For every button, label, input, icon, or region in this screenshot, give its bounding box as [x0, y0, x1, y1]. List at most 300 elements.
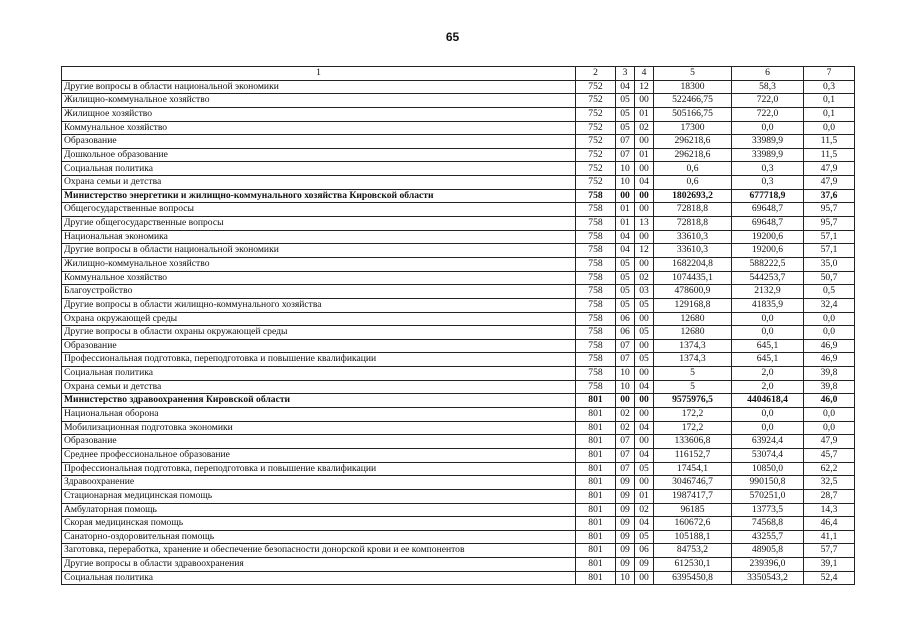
code-cell: 801: [576, 503, 616, 517]
table-row: [62, 380, 855, 394]
percent-cell: 45,7: [804, 448, 855, 462]
actual-amount-cell: 41835,9: [732, 298, 804, 312]
subsection-cell: 00: [635, 203, 654, 217]
percent-cell: 39,1: [804, 558, 855, 572]
table-row: [62, 408, 855, 422]
plan-amount-cell: 116152,7: [654, 448, 732, 462]
actual-amount-cell: 63924,4: [732, 435, 804, 449]
percent-cell: 0,3: [804, 80, 855, 94]
section-cell: 07: [616, 435, 635, 449]
actual-amount-cell: 2,0: [732, 367, 804, 381]
actual-amount-cell: 43255,7: [732, 530, 804, 544]
plan-amount-cell: 172,2: [654, 421, 732, 435]
percent-cell: 52,4: [804, 571, 855, 585]
percent-cell: 50,7: [804, 271, 855, 285]
section-cell: 09: [616, 503, 635, 517]
row-name-cell: Министерство энергетики и жилищно-коммунального хозяйства Кировской области: [62, 189, 576, 203]
percent-cell: 0,1: [804, 107, 855, 121]
section-cell: 10: [616, 162, 635, 176]
percent-cell: 95,7: [804, 203, 855, 217]
subsection-cell: 00: [635, 94, 654, 108]
percent-cell: 0,5: [804, 285, 855, 299]
section-cell: 07: [616, 148, 635, 162]
row-name-cell: Заготовка, переработка, хранение и обеспечение безопасности донорской крови и ее компонентов: [62, 544, 576, 558]
subsection-cell: 01: [635, 489, 654, 503]
subsection-cell: 06: [635, 544, 654, 558]
percent-cell: 11,5: [804, 135, 855, 149]
percent-cell: 46,4: [804, 517, 855, 531]
header-cell: 7: [804, 67, 855, 81]
table-row: [62, 435, 855, 449]
plan-amount-cell: 12680: [654, 312, 732, 326]
percent-cell: 0,0: [804, 408, 855, 422]
subsection-cell: 00: [635, 162, 654, 176]
actual-amount-cell: 69648,7: [732, 203, 804, 217]
table-row: [62, 107, 855, 121]
table-row: [62, 94, 855, 108]
table-header-row: [62, 67, 855, 81]
code-cell: 758: [576, 271, 616, 285]
row-name-cell: Другие вопросы в области жилищно-коммунального хозяйства: [62, 298, 576, 312]
budget-table: [61, 66, 855, 585]
subsection-cell: 00: [635, 571, 654, 585]
percent-cell: 39,8: [804, 380, 855, 394]
actual-amount-cell: 13773,5: [732, 503, 804, 517]
subsection-cell: 00: [635, 189, 654, 203]
code-cell: 801: [576, 448, 616, 462]
row-name-cell: Дошкольное образование: [62, 148, 576, 162]
row-name-cell: Охрана семьи и детства: [62, 380, 576, 394]
subsection-cell: 00: [635, 135, 654, 149]
section-cell: 06: [616, 326, 635, 340]
actual-amount-cell: 990150,8: [732, 476, 804, 490]
subsection-cell: 00: [635, 435, 654, 449]
section-cell: 05: [616, 107, 635, 121]
plan-amount-cell: 1074435,1: [654, 271, 732, 285]
table-row: [62, 271, 855, 285]
section-cell: 04: [616, 80, 635, 94]
actual-amount-cell: 10850,0: [732, 462, 804, 476]
table-row: [62, 217, 855, 231]
table-row: [62, 257, 855, 271]
section-cell: 09: [616, 476, 635, 490]
row-name-cell: Социальная политика: [62, 162, 576, 176]
plan-amount-cell: 105188,1: [654, 530, 732, 544]
row-name-cell: Социальная политика: [62, 367, 576, 381]
page-number: 65: [445, 30, 460, 44]
percent-cell: 0,0: [804, 421, 855, 435]
code-cell: 801: [576, 530, 616, 544]
header-cell: 3: [616, 67, 635, 81]
percent-cell: 32,4: [804, 298, 855, 312]
table-row: [62, 121, 855, 135]
table-row: [62, 421, 855, 435]
row-name-cell: Мобилизационная подготовка экономики: [62, 421, 576, 435]
code-cell: 758: [576, 353, 616, 367]
section-cell: 07: [616, 353, 635, 367]
plan-amount-cell: 17454,1: [654, 462, 732, 476]
subsection-cell: 05: [635, 530, 654, 544]
actual-amount-cell: 0,3: [732, 162, 804, 176]
row-name-cell: Национальная оборона: [62, 408, 576, 422]
row-name-cell: Образование: [62, 339, 576, 353]
plan-amount-cell: 0,6: [654, 176, 732, 190]
plan-amount-cell: 9575976,5: [654, 394, 732, 408]
percent-cell: 47,9: [804, 162, 855, 176]
row-name-cell: Образование: [62, 435, 576, 449]
table-row: [62, 489, 855, 503]
code-cell: 758: [576, 380, 616, 394]
table-row: [62, 544, 855, 558]
plan-amount-cell: 505166,75: [654, 107, 732, 121]
subsection-cell: 13: [635, 217, 654, 231]
plan-amount-cell: 1374,3: [654, 339, 732, 353]
percent-cell: 57,1: [804, 244, 855, 258]
table-row: [62, 80, 855, 94]
table-row: [62, 326, 855, 340]
table-row: [62, 298, 855, 312]
percent-cell: 0,0: [804, 312, 855, 326]
section-cell: 10: [616, 367, 635, 381]
subsection-cell: 04: [635, 421, 654, 435]
subsection-cell: 01: [635, 148, 654, 162]
table-row: [62, 367, 855, 381]
plan-amount-cell: 1374,3: [654, 353, 732, 367]
section-cell: 04: [616, 244, 635, 258]
code-cell: 801: [576, 462, 616, 476]
code-cell: 801: [576, 421, 616, 435]
row-name-cell: Среднее профессиональное образование: [62, 448, 576, 462]
code-cell: 801: [576, 489, 616, 503]
section-cell: 07: [616, 448, 635, 462]
row-name-cell: Здравоохранение: [62, 476, 576, 490]
section-cell: 05: [616, 121, 635, 135]
row-name-cell: Амбулаторная помощь: [62, 503, 576, 517]
row-name-cell: Скорая медицинская помощь: [62, 517, 576, 531]
table-row: [62, 353, 855, 367]
plan-amount-cell: 522466,75: [654, 94, 732, 108]
percent-cell: 46,0: [804, 394, 855, 408]
actual-amount-cell: 33989,9: [732, 135, 804, 149]
percent-cell: 39,8: [804, 367, 855, 381]
percent-cell: 32,5: [804, 476, 855, 490]
section-cell: 05: [616, 257, 635, 271]
plan-amount-cell: 172,2: [654, 408, 732, 422]
actual-amount-cell: 722,0: [732, 107, 804, 121]
table-row: [62, 558, 855, 572]
actual-amount-cell: 0,3: [732, 176, 804, 190]
actual-amount-cell: 48905,8: [732, 544, 804, 558]
row-name-cell: Министерство здравоохранения Кировской области: [62, 394, 576, 408]
plan-amount-cell: 296218,6: [654, 135, 732, 149]
table-row: [62, 503, 855, 517]
actual-amount-cell: 0,0: [732, 421, 804, 435]
actual-amount-cell: 2132,9: [732, 285, 804, 299]
section-cell: 01: [616, 217, 635, 231]
subsection-cell: 12: [635, 244, 654, 258]
section-cell: 07: [616, 339, 635, 353]
code-cell: 758: [576, 312, 616, 326]
plan-amount-cell: 5: [654, 380, 732, 394]
plan-amount-cell: 33610,3: [654, 230, 732, 244]
row-name-cell: Жилищное хозяйство: [62, 107, 576, 121]
percent-cell: 28,7: [804, 489, 855, 503]
section-cell: 05: [616, 94, 635, 108]
percent-cell: 46,9: [804, 353, 855, 367]
header-cell: 2: [576, 67, 616, 81]
row-name-cell: Охрана семьи и детства: [62, 176, 576, 190]
table-row: [62, 189, 855, 203]
plan-amount-cell: 1987417,7: [654, 489, 732, 503]
section-cell: 00: [616, 394, 635, 408]
subsection-cell: 04: [635, 380, 654, 394]
actual-amount-cell: 570251,0: [732, 489, 804, 503]
section-cell: 09: [616, 558, 635, 572]
row-name-cell: Коммунальное хозяйство: [62, 271, 576, 285]
plan-amount-cell: 1802693,2: [654, 189, 732, 203]
subsection-cell: 00: [635, 230, 654, 244]
row-name-cell: Профессиональная подготовка, переподготовка и повышение квалификации: [62, 353, 576, 367]
header-cell: 4: [635, 67, 654, 81]
code-cell: 801: [576, 408, 616, 422]
subsection-cell: 03: [635, 285, 654, 299]
code-cell: 752: [576, 121, 616, 135]
subsection-cell: 09: [635, 558, 654, 572]
code-cell: 758: [576, 367, 616, 381]
plan-amount-cell: 33610,3: [654, 244, 732, 258]
subsection-cell: 04: [635, 448, 654, 462]
section-cell: 07: [616, 135, 635, 149]
row-name-cell: Образование: [62, 135, 576, 149]
percent-cell: 0,1: [804, 94, 855, 108]
subsection-cell: 00: [635, 476, 654, 490]
table-row: [62, 448, 855, 462]
section-cell: 02: [616, 408, 635, 422]
percent-cell: 62,2: [804, 462, 855, 476]
subsection-cell: 02: [635, 503, 654, 517]
actual-amount-cell: 0,0: [732, 312, 804, 326]
subsection-cell: 05: [635, 326, 654, 340]
table-row: [62, 162, 855, 176]
percent-cell: 37,6: [804, 189, 855, 203]
section-cell: 10: [616, 380, 635, 394]
plan-amount-cell: 84753,2: [654, 544, 732, 558]
code-cell: 758: [576, 298, 616, 312]
actual-amount-cell: 0,0: [732, 121, 804, 135]
row-name-cell: Социальная политика: [62, 571, 576, 585]
actual-amount-cell: 2,0: [732, 380, 804, 394]
percent-cell: 14,3: [804, 503, 855, 517]
actual-amount-cell: 4404618,4: [732, 394, 804, 408]
section-cell: 09: [616, 544, 635, 558]
subsection-cell: 05: [635, 353, 654, 367]
plan-amount-cell: 133606,8: [654, 435, 732, 449]
row-name-cell: Охрана окружающей среды: [62, 312, 576, 326]
plan-amount-cell: 6395450,8: [654, 571, 732, 585]
code-cell: 758: [576, 244, 616, 258]
code-cell: 752: [576, 107, 616, 121]
table-row: [62, 244, 855, 258]
section-cell: 04: [616, 230, 635, 244]
subsection-cell: 05: [635, 462, 654, 476]
subsection-cell: 00: [635, 367, 654, 381]
percent-cell: 57,7: [804, 544, 855, 558]
percent-cell: 0,0: [804, 121, 855, 135]
subsection-cell: 02: [635, 271, 654, 285]
subsection-cell: 05: [635, 298, 654, 312]
header-cell: 1: [62, 67, 576, 81]
row-name-cell: Национальная экономика: [62, 230, 576, 244]
table-row: [62, 394, 855, 408]
plan-amount-cell: 129168,8: [654, 298, 732, 312]
section-cell: 10: [616, 176, 635, 190]
header-cell: 5: [654, 67, 732, 81]
actual-amount-cell: 239396,0: [732, 558, 804, 572]
table-row: [62, 517, 855, 531]
actual-amount-cell: 53074,4: [732, 448, 804, 462]
plan-amount-cell: 5: [654, 367, 732, 381]
actual-amount-cell: 0,0: [732, 326, 804, 340]
actual-amount-cell: 677718,9: [732, 189, 804, 203]
subsection-cell: 04: [635, 517, 654, 531]
code-cell: 758: [576, 217, 616, 231]
actual-amount-cell: 19200,6: [732, 244, 804, 258]
section-cell: 05: [616, 298, 635, 312]
actual-amount-cell: 544253,7: [732, 271, 804, 285]
percent-cell: 41,1: [804, 530, 855, 544]
plan-amount-cell: 12680: [654, 326, 732, 340]
section-cell: 09: [616, 530, 635, 544]
plan-amount-cell: 3046746,7: [654, 476, 732, 490]
actual-amount-cell: 74568,8: [732, 517, 804, 531]
section-cell: 07: [616, 462, 635, 476]
section-cell: 00: [616, 189, 635, 203]
table-row: [62, 285, 855, 299]
header-cell: 6: [732, 67, 804, 81]
code-cell: 752: [576, 176, 616, 190]
row-name-cell: Жилищно-коммунальное хозяйство: [62, 94, 576, 108]
row-name-cell: Благоустройство: [62, 285, 576, 299]
code-cell: 758: [576, 285, 616, 299]
code-cell: 758: [576, 203, 616, 217]
section-cell: 06: [616, 312, 635, 326]
code-cell: 801: [576, 517, 616, 531]
plan-amount-cell: 72818,8: [654, 217, 732, 231]
code-cell: 752: [576, 148, 616, 162]
row-name-cell: Общегосударственные вопросы: [62, 203, 576, 217]
row-name-cell: Другие вопросы в области национальной экономики: [62, 244, 576, 258]
actual-amount-cell: 645,1: [732, 353, 804, 367]
code-cell: 758: [576, 339, 616, 353]
section-cell: 09: [616, 517, 635, 531]
table-row: [62, 339, 855, 353]
percent-cell: 47,9: [804, 435, 855, 449]
percent-cell: 46,9: [804, 339, 855, 353]
row-name-cell: Другие вопросы в области здравоохранения: [62, 558, 576, 572]
plan-amount-cell: 96185: [654, 503, 732, 517]
section-cell: 10: [616, 571, 635, 585]
percent-cell: 11,5: [804, 148, 855, 162]
actual-amount-cell: 33989,9: [732, 148, 804, 162]
percent-cell: 57,1: [804, 230, 855, 244]
table-row: [62, 203, 855, 217]
row-name-cell: Коммунальное хозяйство: [62, 121, 576, 135]
code-cell: 801: [576, 476, 616, 490]
actual-amount-cell: 69648,7: [732, 217, 804, 231]
subsection-cell: 01: [635, 107, 654, 121]
section-cell: 01: [616, 203, 635, 217]
row-name-cell: Стационарная медицинская помощь: [62, 489, 576, 503]
subsection-cell: 00: [635, 257, 654, 271]
plan-amount-cell: 478600,9: [654, 285, 732, 299]
row-name-cell: Другие вопросы в области охраны окружающей среды: [62, 326, 576, 340]
code-cell: 758: [576, 257, 616, 271]
code-cell: 752: [576, 135, 616, 149]
table-row: [62, 312, 855, 326]
table-row: [62, 462, 855, 476]
code-cell: 801: [576, 558, 616, 572]
table-row: [62, 230, 855, 244]
subsection-cell: 02: [635, 121, 654, 135]
percent-cell: 47,9: [804, 176, 855, 190]
subsection-cell: 00: [635, 394, 654, 408]
plan-amount-cell: 160672,6: [654, 517, 732, 531]
table-row: [62, 530, 855, 544]
plan-amount-cell: 17300: [654, 121, 732, 135]
code-cell: 801: [576, 544, 616, 558]
section-cell: 05: [616, 271, 635, 285]
table-row: [62, 135, 855, 149]
row-name-cell: Жилищно-коммунальное хозяйство: [62, 257, 576, 271]
subsection-cell: 04: [635, 176, 654, 190]
subsection-cell: 00: [635, 339, 654, 353]
actual-amount-cell: 19200,6: [732, 230, 804, 244]
table-row: [62, 148, 855, 162]
code-cell: 752: [576, 162, 616, 176]
percent-cell: 95,7: [804, 217, 855, 231]
table-row: [62, 476, 855, 490]
actual-amount-cell: 588222,5: [732, 257, 804, 271]
row-name-cell: Профессиональная подготовка, переподготовка и повышение квалификации: [62, 462, 576, 476]
actual-amount-cell: 58,3: [732, 80, 804, 94]
row-name-cell: Санаторно-оздоровительная помощь: [62, 530, 576, 544]
subsection-cell: 00: [635, 408, 654, 422]
section-cell: 05: [616, 285, 635, 299]
plan-amount-cell: 296218,6: [654, 148, 732, 162]
plan-amount-cell: 1682204,8: [654, 257, 732, 271]
actual-amount-cell: 645,1: [732, 339, 804, 353]
section-cell: 02: [616, 421, 635, 435]
code-cell: 752: [576, 94, 616, 108]
table-row: [62, 571, 855, 585]
code-cell: 801: [576, 435, 616, 449]
actual-amount-cell: 722,0: [732, 94, 804, 108]
plan-amount-cell: 72818,8: [654, 203, 732, 217]
actual-amount-cell: 3350543,2: [732, 571, 804, 585]
code-cell: 758: [576, 189, 616, 203]
plan-amount-cell: 612530,1: [654, 558, 732, 572]
code-cell: 758: [576, 326, 616, 340]
percent-cell: 35,0: [804, 257, 855, 271]
actual-amount-cell: 0,0: [732, 408, 804, 422]
section-cell: 09: [616, 489, 635, 503]
plan-amount-cell: 18300: [654, 80, 732, 94]
code-cell: 752: [576, 80, 616, 94]
code-cell: 758: [576, 230, 616, 244]
subsection-cell: 12: [635, 80, 654, 94]
code-cell: 801: [576, 394, 616, 408]
code-cell: 801: [576, 571, 616, 585]
